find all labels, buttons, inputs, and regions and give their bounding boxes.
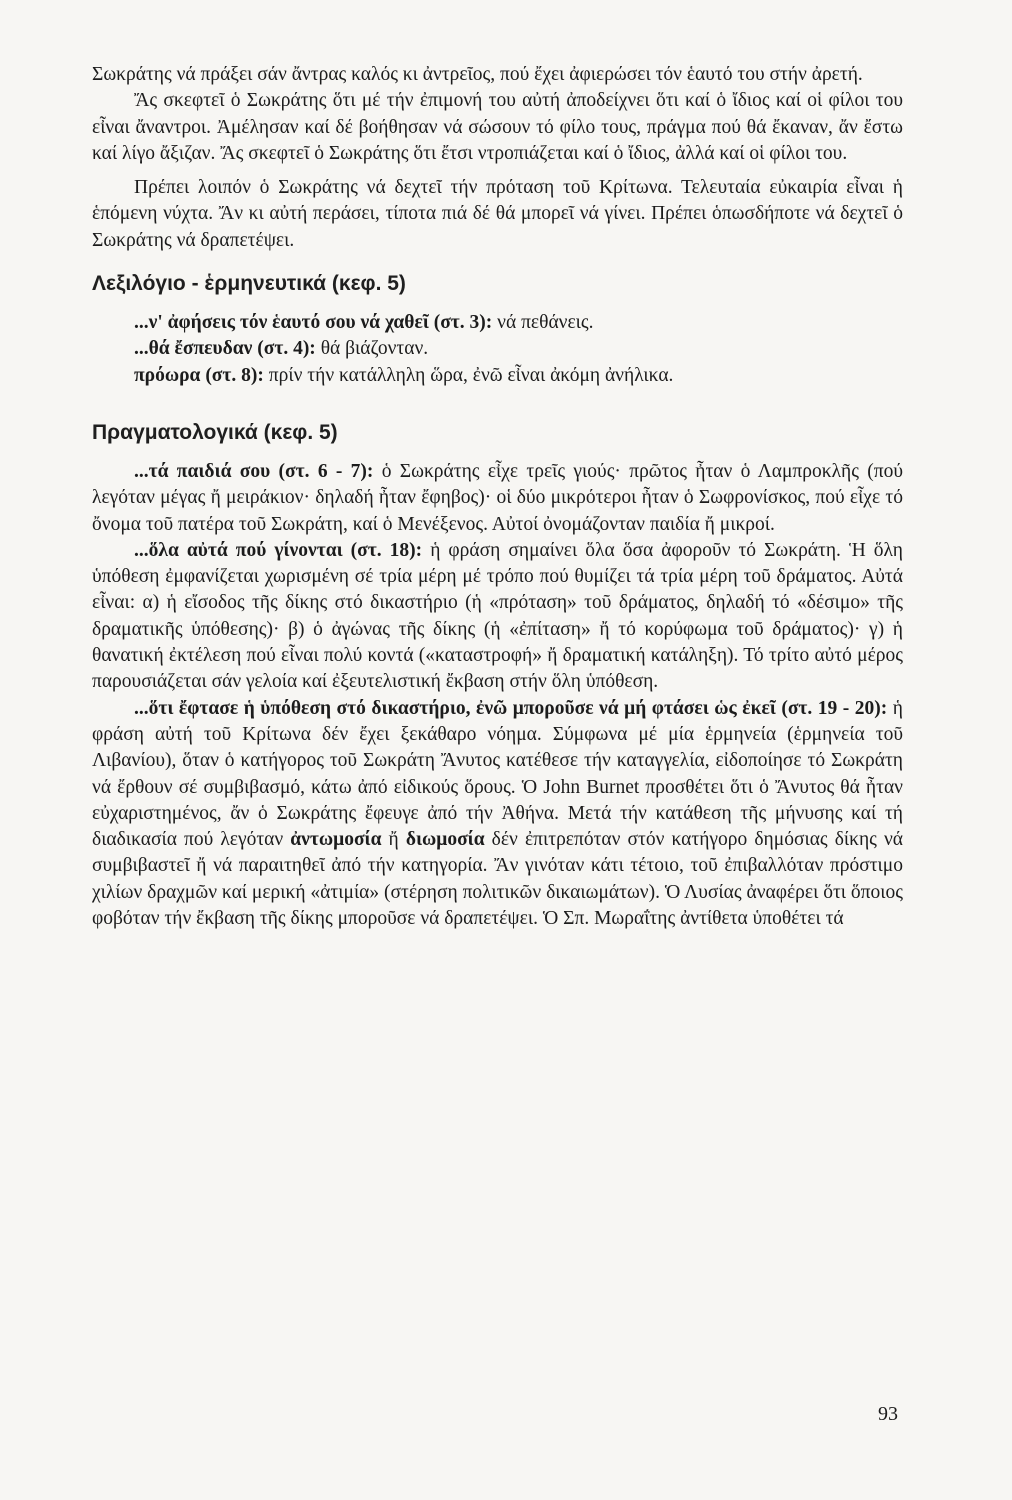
facts-text: ἡ φράση αὐτή τοῦ Κρίτωνα δέν ἔχει ξεκάθαρο νόημα. Σύμφωνα μέ μία ἑρμηνεία (ἑρμηνεία τοῦ Λιβανίου), ὅταν ὁ κατήγορος τοῦ Σωκράτη Ἄνυτος κατέθεσε τήν καταγγελία, εἰδοποίησε τό Σωκράτη νά ἔρθουν σέ συμβιβασμό, κάτω ἀπό εἰδικούς ὅρους. Ὁ John Burnet προσθέτει ὅτι ὁ Ἄνυτος θά ἦταν εὐχαριστημένος, ἄν ὁ Σωκράτης ἔφευγε ἀπό τήν Ἀθήνα. Μετά τήν κατάθεση τῆς μήνυσης καί τή διαδικασία πού λεγόταν [92, 697, 903, 851]
page-number: 93 [878, 1403, 898, 1425]
facts-heading: Πραγματολογικά (κεφ. 5) [92, 420, 338, 444]
facts-text: ἤ [381, 829, 406, 851]
facts-text: ἡ φράση σημαίνει ὅλα ὅσα ἀφοροῦν τό Σωκράτη. Ἡ ὅλη ὑπόθεση ἐμφανίζεται χωρισμένη σέ τρία μέρη μέ τρόπο πού θυμίζει τά τρία μέρη τοῦ δράματος. Αὐτά εἶναι: α) ἡ εἴσοδος τῆς δίκης στό δικαστήριο (ἡ «πρόταση» τοῦ δράματος, δηλαδή τό «δέσιμο» τῆς δραματικῆς ὑπόθεσης)· β) ὁ ἀγώνας τῆς δίκης (ἡ «ἐπίταση» ἤ τό κορύφωμα τοῦ δράματος)· γ) ἡ θανατική ἐκτέλεση πού εἶναι πολύ κοντά («καταστροφή» ἤ δραματική κατάληξη). Τό τρίτο αὐτό μέρος παρουσιάζεται σάν γελοία καί ἐξευτελιστική ἔκβαση στήν ὅλη ὑπόθεση. [92, 539, 903, 693]
glossary-definition: νά πεθάνεις. [492, 312, 594, 334]
glossary-definition: θά βιάζονταν. [315, 338, 429, 360]
intro-paragraph-2: Ἄς σκεφτεῖ ὁ Σωκράτης ὅτι μέ τήν ἐπιμονή του αὐτή ἀποδείχνει ὅτι καί ὁ ἴδιος καί οἱ φίλοι του εἶναι ἄναντροι. Ἀμέλησαν καί δέ βοήθησαν νά σώσουν τό φίλο τους, πράγμα πού θά ἔκαναν, ἄν ἔστω καί λίγο ἄξιζαν. Ἄς σκεφτεῖ ὁ Σωκράτης ὅτι ἔτσι ντροπιάζεται καί ὁ ἴδιος, ἀλλά καί οἱ φίλοι του. [92, 90, 903, 164]
facts-inline-term: ἀντωμοσία [290, 829, 382, 851]
facts-inline-term: διωμοσία [405, 829, 485, 851]
book-page [92, 62, 903, 1482]
intro-paragraph-1: Σωκράτης νά πράξει σάν ἄντρας καλός κι ἀντρεῖος, πού ἔχει ἀφιερώσει τόν ἑαυτό του στήν ἀρετή. [92, 64, 863, 85]
facts-entry-2 [92, 538, 903, 696]
glossary-term: ...ν' ἀφήσεις τόν ἑαυτό σου νά χαθεῖ (στ. 3): [134, 312, 493, 334]
glossary-definition: πρίν τήν κατάλληλη ὥρα, ἐνῶ εἶναι ἀκόμη ἀνήλικα. [263, 364, 674, 386]
glossary-entry-3 [92, 363, 903, 389]
intro-paragraph-3: Πρέπει λοιπόν ὁ Σωκράτης νά δεχτεῖ τήν πρόταση τοῦ Κρίτωνα. Τελευταία εὐκαιρία εἶναι ἡ ἑπόμενη νύχτα. Ἄν κι αὐτή περάσει, τίποτα πιά δέ θά μπορεῖ νά γίνει. Πρέπει ὁπωσδήποτε νά δεχτεῖ ὁ Σωκράτης νά δραπετέψει. [92, 177, 903, 251]
glossary-heading: Λεξιλόγιο - ἑρμηνευτικά (κεφ. 5) [92, 272, 406, 296]
facts-text: ὁ Σωκράτης εἶχε τρεῖς γιούς· πρῶτος ἦταν ὁ Λαμπροκλῆς (πού λεγόταν μέγας ἤ μειράκιον· δηλαδή ἦταν ἔφηβος)· οἱ δύο μικρότεροι ἦταν ὁ Σωφρονίσκος, πού εἶχε τό ὄνομα τοῦ πατέρα τοῦ Σωκράτη, καί ὁ Μενέξενος. Αὐτοί ὀνομάζονταν παιδία ἤ μικροί. [92, 460, 903, 535]
glossary-term: πρόωρα (στ. 8): [134, 364, 264, 386]
glossary-entry-1 [92, 310, 903, 336]
facts-text: δέν ἐπιτρεπόταν στόν κατήγορο δημόσιας δίκης νά συμβιβαστεῖ ἤ νά παραιτηθεῖ ἀπό τήν κατηγορία. Ἄν γινόταν κάτι τέτοιο, τοῦ ἐπιβαλλόταν πρόστιμο χιλίων δραχμῶν καί μερική «ἀτιμία» (στέρηση πολιτικῶν δικαιωμάτων). Ὁ Λυσίας ἀναφέρει ὅτι ὅποιος φοβόταν τήν ἔκβαση τῆς δίκης μποροῦσε νά δραπετέψει. Ὁ Σπ. Μωραΐτης ἀντίθετα ὑποθέτει τά [92, 829, 904, 930]
facts-term: ...τά παιδιά σου (στ. 6 - 7): [134, 460, 374, 482]
facts-term: ...ὅτι ἔφτασε ἡ ὑπόθεση στό δικαστήριο, ἐνῶ μποροῦσε νά μή φτάσει ὡς ἐκεῖ (στ. 19 - 20): [134, 697, 888, 719]
facts-term: ...ὅλα αὐτά πού γίνονται (στ. 18): [134, 539, 423, 561]
glossary-entry-2 [92, 336, 903, 362]
facts-entry-3 [92, 696, 903, 933]
facts-entry-1 [92, 459, 903, 538]
glossary-term: ...θά ἔσπευδαν (στ. 4): [134, 338, 316, 360]
